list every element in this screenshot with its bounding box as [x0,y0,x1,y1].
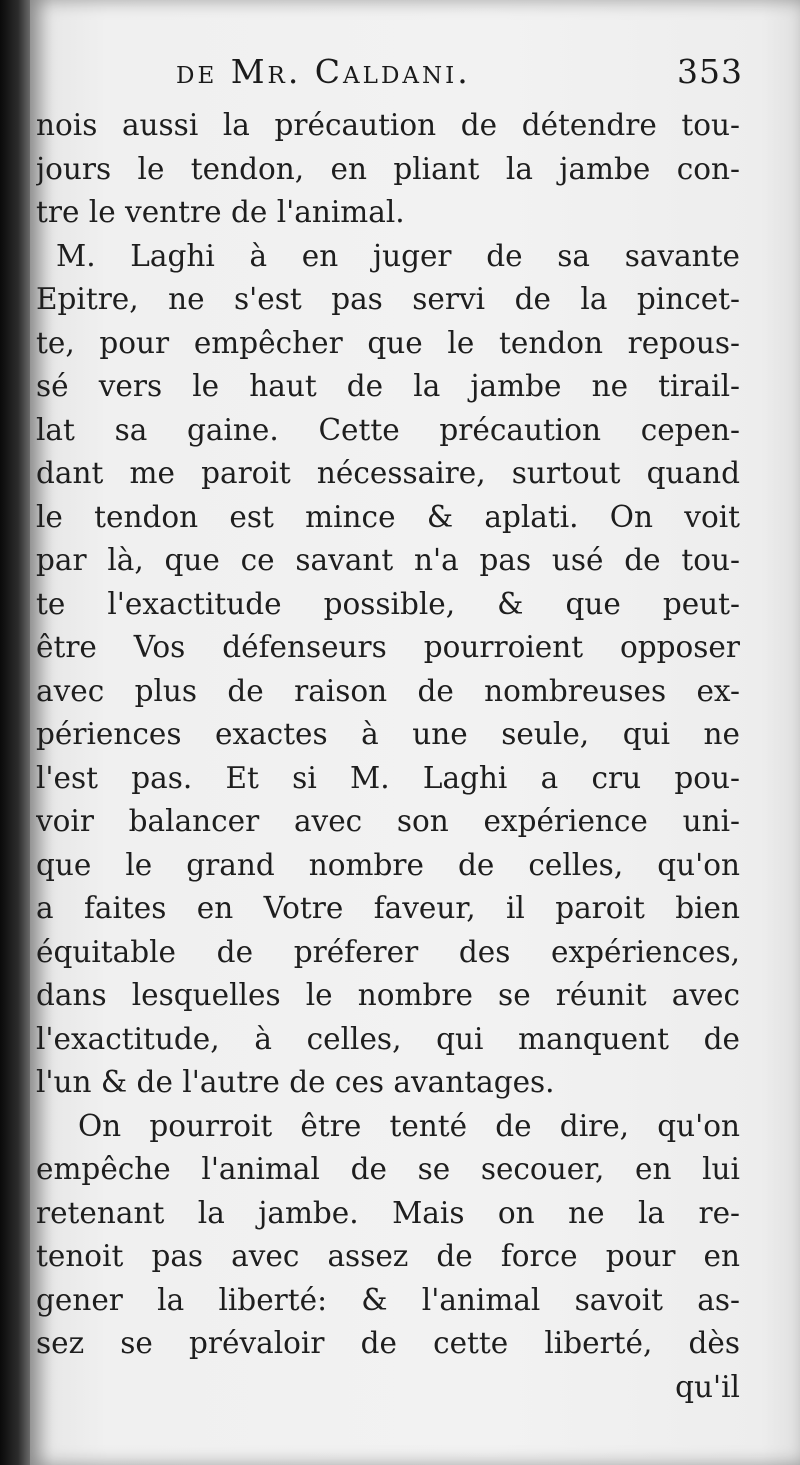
text-line: lat sa gaine. Cette précaution cepen- [36,412,740,447]
text-line: retenant la jambe. Mais on ne la re- [36,1195,740,1230]
text-line: tenoit pas avec assez de force pour en [36,1239,740,1273]
text-line: par là, que ce savant n'a pas usé de tou- [36,543,740,577]
text-line: périences exactes à une seule, qui ne [36,717,740,751]
body-text [36,104,740,1409]
catchword: qu'il [675,1369,740,1404]
text-line: avec plus de raison de nombreuses ex- [36,673,740,708]
book-page [30,0,800,1465]
text-line: a faites en Votre faveur, il paroit bien [36,891,740,925]
text-line: que le grand nombre de celles, qu'on [36,847,740,882]
text-line: l'exactitude, à celles, qui manquent de [36,1021,740,1056]
text-line: dans lesquelles le nombre se réunit avec [36,978,740,1012]
running-title: de Mr. Caldani. [176,52,471,91]
text-line: tre le ventre de l'animal. [36,195,405,229]
text-line: sez se prévaloir de cette liberté, dès [36,1326,740,1360]
page-header [148,52,743,98]
page-number: 353 [677,52,743,91]
text-line: être Vos défenseurs pourroient opposer [36,630,740,664]
text-line: l'est pas. Et si M. Laghi a cru pou- [36,760,740,795]
text-line: gener la liberté: & l'animal savoit as- [36,1282,740,1317]
text-line: nois aussi la précaution de détendre tou- [36,108,740,142]
text-line: équitable de préferer des expériences, [36,934,740,969]
text-line: M. Laghi à en juger de sa savante [56,238,740,273]
text-line: te, pour empêcher que le tendon repous- [36,325,740,360]
text-line: On pourroit être tenté de dire, qu'on [78,1108,740,1143]
text-line: le tendon est mince & aplati. On voit [36,499,740,534]
text-line: empêche l'animal de se secouer, en lui [36,1152,740,1186]
book-spine-shadow [0,0,30,1465]
text-line: l'un & de l'autre de ces avantages. [36,1065,555,1099]
text-line: jours le tendon, en pliant la jambe con- [36,151,740,186]
text-line: voir balancer avec son expérience uni- [36,804,740,838]
text-line: dant me paroit nécessaire, surtout quand [36,456,740,490]
text-line: sé vers le haut de la jambe ne tirail- [36,369,740,403]
text-line: Epitre, ne s'est pas servi de la pincet- [36,282,740,316]
text-line: te l'exactitude possible, & que peut- [36,586,740,621]
